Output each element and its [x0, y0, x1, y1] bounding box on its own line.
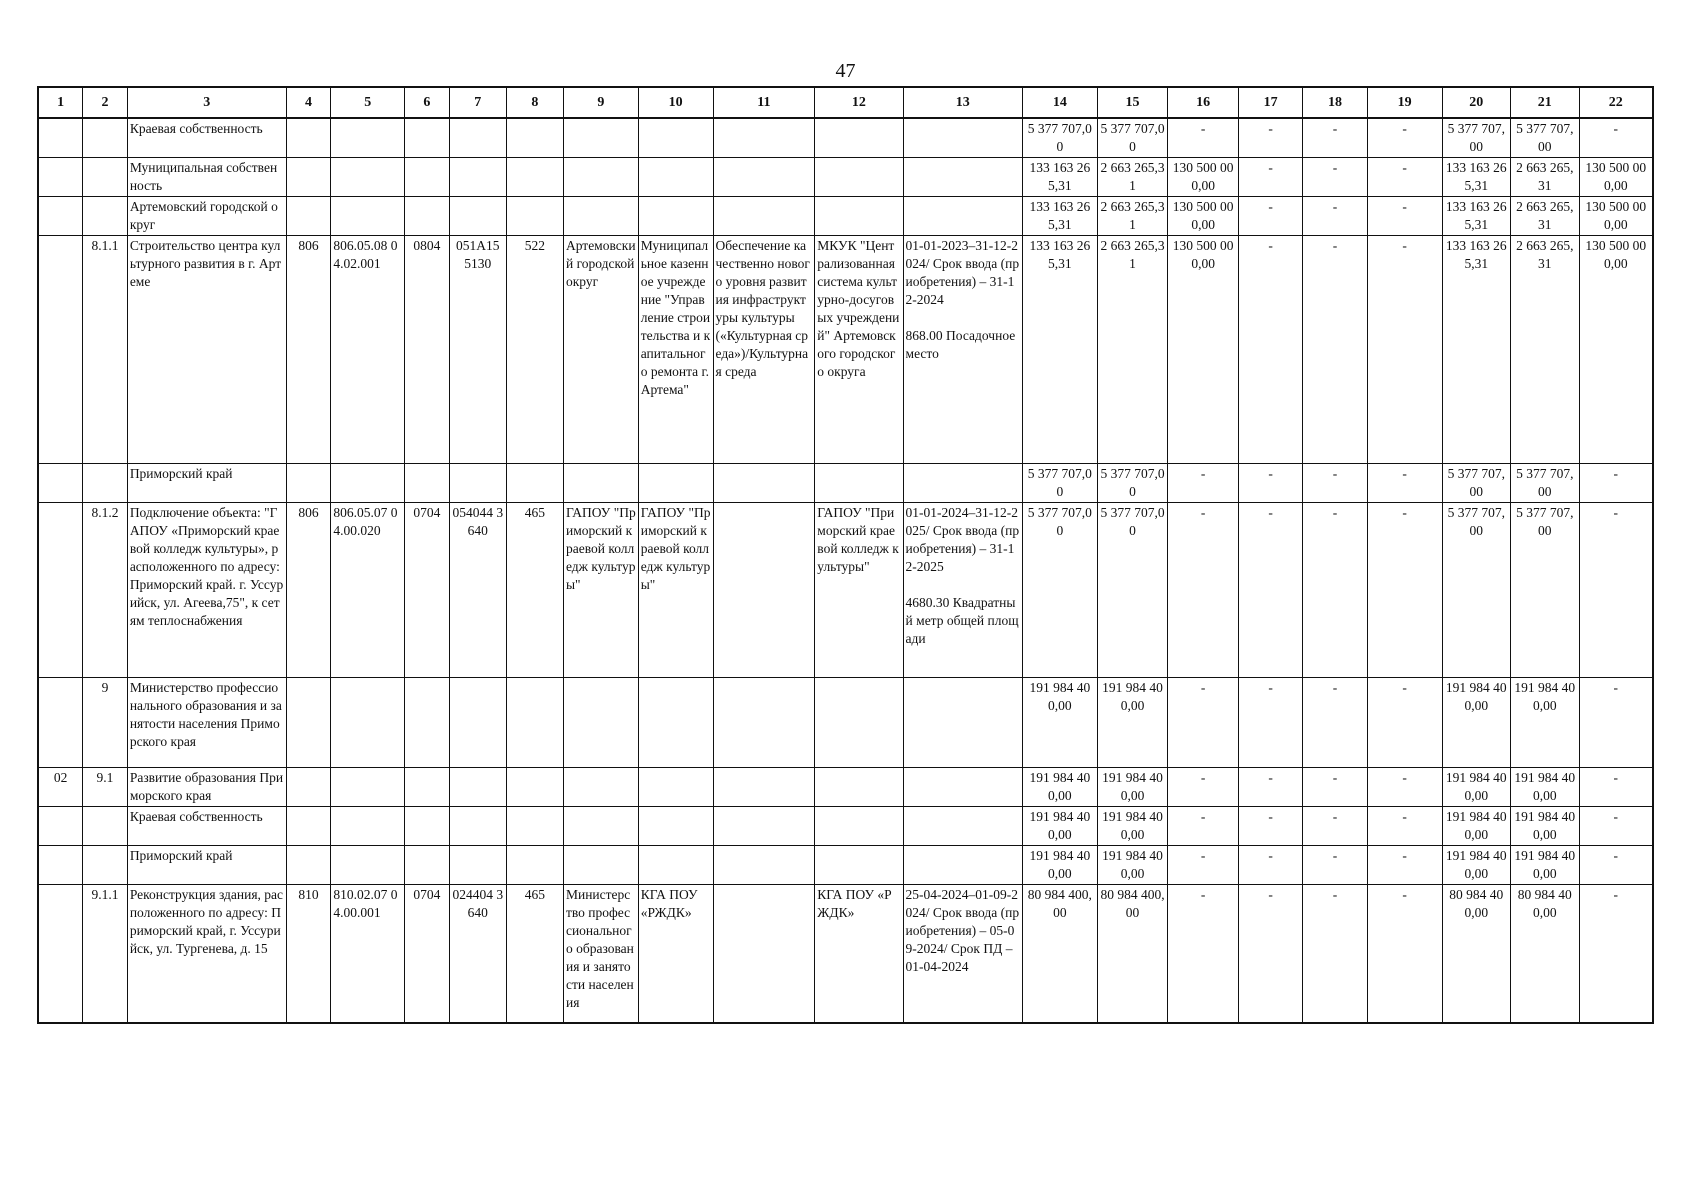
table-cell [506, 678, 563, 768]
table-cell: 133 163 265,31 [1442, 236, 1511, 464]
table-header-row [38, 87, 1653, 118]
table-cell: - [1579, 768, 1653, 807]
table-cell [286, 197, 331, 236]
table-row [38, 197, 1653, 236]
table-cell [286, 118, 331, 158]
table-cell: 130 500 000,00 [1168, 197, 1239, 236]
table-cell [405, 678, 450, 768]
table-row [38, 236, 1653, 464]
table-cell [38, 464, 83, 503]
table-cell [713, 678, 815, 768]
table-cell: 130 500 000,00 [1168, 236, 1239, 464]
table-cell: 806 [286, 236, 331, 464]
table-cell [38, 807, 83, 846]
table-cell: - [1367, 158, 1442, 197]
table-cell [38, 678, 83, 768]
table-cell: 191 984 400,00 [1511, 768, 1580, 807]
table-cell: - [1168, 503, 1239, 678]
table-cell [903, 807, 1022, 846]
table-cell [405, 464, 450, 503]
table-cell: - [1367, 885, 1442, 1023]
table-cell: Приморский край [127, 464, 286, 503]
table-cell: - [1168, 464, 1239, 503]
table-cell: - [1579, 807, 1653, 846]
table-cell: - [1238, 464, 1302, 503]
table-cell: 01-01-2024–31-12-2025/ Срок ввода (приобретения) – 31-12-2025 4680.30 Квадратный метр общей площади [903, 503, 1022, 678]
table-cell: - [1168, 885, 1239, 1023]
table-cell: - [1168, 846, 1239, 885]
table-row [38, 885, 1653, 1023]
column-header: 5 [331, 87, 405, 118]
table-cell: ГАПОУ "Приморский краевой колледж культуры" [815, 503, 903, 678]
table-cell [713, 846, 815, 885]
table-cell: 5 377 707,00 [1022, 503, 1097, 678]
table-cell [506, 464, 563, 503]
table-cell: 191 984 400,00 [1022, 846, 1097, 885]
table-cell [903, 678, 1022, 768]
table-cell [449, 464, 506, 503]
table-cell [449, 768, 506, 807]
table-cell: 2 663 265,31 [1097, 197, 1168, 236]
column-header: 14 [1022, 87, 1097, 118]
table-cell [713, 118, 815, 158]
table-cell: - [1579, 846, 1653, 885]
column-header: 20 [1442, 87, 1511, 118]
table-cell [638, 464, 713, 503]
column-header: 1 [38, 87, 83, 118]
table-row [38, 768, 1653, 807]
table-cell: - [1579, 503, 1653, 678]
table-cell: Краевая собственность [127, 807, 286, 846]
table-cell: 9.1 [83, 768, 128, 807]
table-cell [638, 197, 713, 236]
table-cell [83, 846, 128, 885]
table-cell: 25-04-2024–01-09-2024/ Срок ввода (приобретения) – 05-09-2024/ Срок ПД – 01-04-2024 [903, 885, 1022, 1023]
table-cell [405, 118, 450, 158]
table-cell [286, 158, 331, 197]
column-header: 8 [506, 87, 563, 118]
table-cell: - [1168, 768, 1239, 807]
table-cell: 2 663 265,31 [1511, 197, 1580, 236]
table-cell [286, 678, 331, 768]
table-cell [815, 464, 903, 503]
table-cell [815, 846, 903, 885]
table-cell: 8.1.2 [83, 503, 128, 678]
table-cell: - [1238, 768, 1302, 807]
table-cell: 130 500 000,00 [1579, 236, 1653, 464]
column-header: 3 [127, 87, 286, 118]
table-cell [713, 768, 815, 807]
table-cell: 806.05.07 04.00.020 [331, 503, 405, 678]
column-header: 22 [1579, 87, 1653, 118]
table-cell [38, 118, 83, 158]
table-cell: - [1367, 197, 1442, 236]
table-cell [638, 118, 713, 158]
table-cell [38, 197, 83, 236]
table-cell: 5 377 707,00 [1442, 464, 1511, 503]
table-cell [563, 118, 638, 158]
table-cell [405, 197, 450, 236]
table-cell: Муниципальная собственность [127, 158, 286, 197]
table-cell [638, 158, 713, 197]
table-cell: 80 984 400,00 [1022, 885, 1097, 1023]
table-cell [638, 846, 713, 885]
table-cell: 806 [286, 503, 331, 678]
table-cell: 191 984 400,00 [1442, 846, 1511, 885]
table-cell [83, 807, 128, 846]
table-cell: - [1238, 236, 1302, 464]
column-header: 9 [563, 87, 638, 118]
table-cell [449, 846, 506, 885]
table-cell [638, 768, 713, 807]
table-cell: - [1303, 768, 1367, 807]
table-row [38, 503, 1653, 678]
table-cell: - [1303, 236, 1367, 464]
budget-table [37, 86, 1654, 1024]
column-header: 19 [1367, 87, 1442, 118]
table-cell: - [1303, 464, 1367, 503]
table-cell [506, 768, 563, 807]
table-cell: 191 984 400,00 [1097, 678, 1168, 768]
table-cell: - [1238, 846, 1302, 885]
table-cell: 133 163 265,31 [1442, 158, 1511, 197]
table-cell: 0704 [405, 885, 450, 1023]
table-cell [405, 846, 450, 885]
table-cell: 80 984 400,00 [1442, 885, 1511, 1023]
table-cell: 191 984 400,00 [1511, 678, 1580, 768]
table-cell [38, 158, 83, 197]
column-header: 17 [1238, 87, 1302, 118]
column-header: 18 [1303, 87, 1367, 118]
table-cell: - [1367, 768, 1442, 807]
table-cell: 191 984 400,00 [1442, 768, 1511, 807]
table-cell [405, 768, 450, 807]
table-cell [331, 464, 405, 503]
table-cell [506, 197, 563, 236]
table-cell: 051A15 5130 [449, 236, 506, 464]
table-cell [903, 846, 1022, 885]
table-cell: 054044 3640 [449, 503, 506, 678]
table-cell [713, 158, 815, 197]
column-header: 21 [1511, 87, 1580, 118]
table-cell: 80 984 400,00 [1097, 885, 1168, 1023]
table-cell: - [1579, 464, 1653, 503]
table-cell [815, 678, 903, 768]
column-header: 6 [405, 87, 450, 118]
table-cell: 133 163 265,31 [1022, 236, 1097, 464]
table-cell: 191 984 400,00 [1511, 846, 1580, 885]
table-cell: 5 377 707,00 [1097, 464, 1168, 503]
table-cell [83, 197, 128, 236]
table-cell: ГАПОУ "Приморский краевой колледж культуры" [563, 503, 638, 678]
table-cell: 191 984 400,00 [1097, 768, 1168, 807]
table-cell [331, 807, 405, 846]
table-cell: 0804 [405, 236, 450, 464]
table-row [38, 118, 1653, 158]
table-cell [713, 885, 815, 1023]
table-cell [405, 807, 450, 846]
table-cell: - [1367, 118, 1442, 158]
table-cell [563, 807, 638, 846]
table-cell: МКУК "Централизованная система культурно-досуговых учреждений" Артемовского городского округа [815, 236, 903, 464]
table-cell [713, 464, 815, 503]
table-row [38, 846, 1653, 885]
table-cell: 80 984 400,00 [1511, 885, 1580, 1023]
table-cell: Артемовский городской округ [127, 197, 286, 236]
table-cell [331, 678, 405, 768]
table-cell: 5 377 707,00 [1511, 503, 1580, 678]
table-cell: КГА ПОУ «РЖДК» [638, 885, 713, 1023]
table-cell [83, 158, 128, 197]
table-cell: - [1303, 885, 1367, 1023]
column-header: 4 [286, 87, 331, 118]
table-cell: - [1303, 846, 1367, 885]
table-cell [713, 197, 815, 236]
table-cell [815, 197, 903, 236]
table-cell [286, 768, 331, 807]
table-cell [638, 678, 713, 768]
table-cell [286, 464, 331, 503]
table-cell: 191 984 400,00 [1022, 768, 1097, 807]
table-cell: 133 163 265,31 [1022, 158, 1097, 197]
table-cell: 810.02.07 04.00.001 [331, 885, 405, 1023]
column-header: 2 [83, 87, 128, 118]
table-cell [506, 846, 563, 885]
table-cell: 130 500 000,00 [1579, 158, 1653, 197]
table-cell: Приморский край [127, 846, 286, 885]
table-cell: КГА ПОУ «РЖДК» [815, 885, 903, 1023]
table-row [38, 807, 1653, 846]
table-cell [38, 885, 83, 1023]
table-cell: 0704 [405, 503, 450, 678]
table-cell: 130 500 000,00 [1168, 158, 1239, 197]
table-cell [713, 503, 815, 678]
table-cell [506, 807, 563, 846]
table-cell [815, 158, 903, 197]
table-cell [449, 197, 506, 236]
table-cell [563, 846, 638, 885]
column-header: 15 [1097, 87, 1168, 118]
table-cell: - [1367, 846, 1442, 885]
table-cell: - [1238, 678, 1302, 768]
table-cell: ГАПОУ "Приморский краевой колледж культуры" [638, 503, 713, 678]
table-cell: - [1579, 885, 1653, 1023]
table-cell: 191 984 400,00 [1022, 807, 1097, 846]
table-cell: 5 377 707,00 [1097, 118, 1168, 158]
table-cell: - [1367, 236, 1442, 464]
table-cell: Реконструкция здания, расположенного по адресу: Приморский край, г. Уссурийск, ул. Тургенева, д. 15 [127, 885, 286, 1023]
table-cell [815, 807, 903, 846]
table-cell: 191 984 400,00 [1511, 807, 1580, 846]
table-cell: 5 377 707,00 [1511, 464, 1580, 503]
table-cell: - [1168, 678, 1239, 768]
table-cell: 024404 3640 [449, 885, 506, 1023]
table-cell: - [1303, 678, 1367, 768]
page-number: 47 [835, 60, 856, 82]
table-cell: - [1168, 118, 1239, 158]
table-cell: - [1238, 158, 1302, 197]
table-cell [815, 118, 903, 158]
table-cell [563, 768, 638, 807]
table-cell [815, 768, 903, 807]
table-cell: 2 663 265,31 [1511, 158, 1580, 197]
table-cell: 9.1.1 [83, 885, 128, 1023]
table-cell: 191 984 400,00 [1022, 678, 1097, 768]
column-header: 13 [903, 87, 1022, 118]
table-cell: 806.05.08 04.02.001 [331, 236, 405, 464]
table-cell [83, 464, 128, 503]
table-cell [903, 768, 1022, 807]
table-body [38, 118, 1653, 1023]
column-header: 11 [713, 87, 815, 118]
column-header: 7 [449, 87, 506, 118]
table-cell: 5 377 707,00 [1442, 503, 1511, 678]
table-cell [331, 768, 405, 807]
table-cell: - [1238, 503, 1302, 678]
table-cell: - [1238, 197, 1302, 236]
table-cell: 522 [506, 236, 563, 464]
table-cell [903, 118, 1022, 158]
table-cell [563, 678, 638, 768]
table-cell: Обеспечение качественно нового уровня развития инфраструктуры культуры («Культурная среда»)/Культурная среда [713, 236, 815, 464]
table-cell: - [1303, 118, 1367, 158]
table-cell [38, 846, 83, 885]
table-cell: - [1303, 158, 1367, 197]
table-cell: Муниципальное казенное учреждение "Управление строительства и капитального ремонта г. Артема" [638, 236, 713, 464]
table-cell [638, 807, 713, 846]
table-cell [903, 197, 1022, 236]
table-cell: 2 663 265,31 [1097, 236, 1168, 464]
table-cell: 191 984 400,00 [1097, 846, 1168, 885]
table-cell: 5 377 707,00 [1022, 464, 1097, 503]
table-cell: - [1579, 678, 1653, 768]
table-cell: Министерство профессионального образования и занятости населения Приморского края [127, 678, 286, 768]
table-cell: 01-01-2023–31-12-2024/ Срок ввода (приобретения) – 31-12-2024 868.00 Посадочное место [903, 236, 1022, 464]
table-cell [903, 158, 1022, 197]
table-cell [286, 846, 331, 885]
table-cell: 2 663 265,31 [1511, 236, 1580, 464]
table-cell [449, 158, 506, 197]
table-cell [449, 118, 506, 158]
table-cell: 191 984 400,00 [1097, 807, 1168, 846]
table-cell [903, 464, 1022, 503]
table-cell: 5 377 707,00 [1022, 118, 1097, 158]
table-cell: 810 [286, 885, 331, 1023]
table-cell: 8.1.1 [83, 236, 128, 464]
table-cell: Артемовский городской округ [563, 236, 638, 464]
table-cell: - [1367, 807, 1442, 846]
table-cell [331, 846, 405, 885]
table-cell: 465 [506, 503, 563, 678]
table-cell: Подключение объекта: "ГАПОУ «Приморский краевой колледж культуры», расположенного по адресу: Приморский край. г. Уссурийск, ул. Агеева,75", к сетям теплоснабжения [127, 503, 286, 678]
table-cell: 191 984 400,00 [1442, 807, 1511, 846]
table-cell [563, 197, 638, 236]
table-cell: 130 500 000,00 [1579, 197, 1653, 236]
table-cell: 9 [83, 678, 128, 768]
table-cell [506, 118, 563, 158]
table-cell: - [1238, 885, 1302, 1023]
table-cell: 133 163 265,31 [1442, 197, 1511, 236]
table-cell [449, 678, 506, 768]
table-cell [331, 118, 405, 158]
table-cell: 5 377 707,00 [1097, 503, 1168, 678]
table-cell: 465 [506, 885, 563, 1023]
table-cell: Краевая собственность [127, 118, 286, 158]
table-cell [506, 158, 563, 197]
table-cell: - [1303, 503, 1367, 678]
table-cell: - [1367, 678, 1442, 768]
table-cell: - [1168, 807, 1239, 846]
column-header: 12 [815, 87, 903, 118]
table-cell: - [1367, 503, 1442, 678]
table-cell: 2 663 265,31 [1097, 158, 1168, 197]
table-cell: 191 984 400,00 [1442, 678, 1511, 768]
table-cell [331, 197, 405, 236]
table-cell [563, 464, 638, 503]
table-cell: 133 163 265,31 [1022, 197, 1097, 236]
table-cell [286, 807, 331, 846]
table-cell: - [1579, 118, 1653, 158]
column-header: 16 [1168, 87, 1239, 118]
table-cell: Министерство профессионального образования и занятости населения [563, 885, 638, 1023]
table-cell: Развитие образования Приморского края [127, 768, 286, 807]
table-cell: - [1303, 807, 1367, 846]
table-cell [83, 118, 128, 158]
table-cell [713, 807, 815, 846]
table-cell: 02 [38, 768, 83, 807]
table-row [38, 158, 1653, 197]
table-cell [331, 158, 405, 197]
table-cell: 5 377 707,00 [1442, 118, 1511, 158]
table-row [38, 464, 1653, 503]
table-row [38, 678, 1653, 768]
table-cell: - [1367, 464, 1442, 503]
table-cell [405, 158, 450, 197]
table-cell [38, 236, 83, 464]
table-cell: Строительство центра культурного развития в г. Артеме [127, 236, 286, 464]
table-cell [38, 503, 83, 678]
column-header: 10 [638, 87, 713, 118]
table-cell: 5 377 707,00 [1511, 118, 1580, 158]
table-cell: - [1238, 118, 1302, 158]
table-cell: - [1303, 197, 1367, 236]
table-cell: - [1238, 807, 1302, 846]
table-cell [563, 158, 638, 197]
table-cell [449, 807, 506, 846]
